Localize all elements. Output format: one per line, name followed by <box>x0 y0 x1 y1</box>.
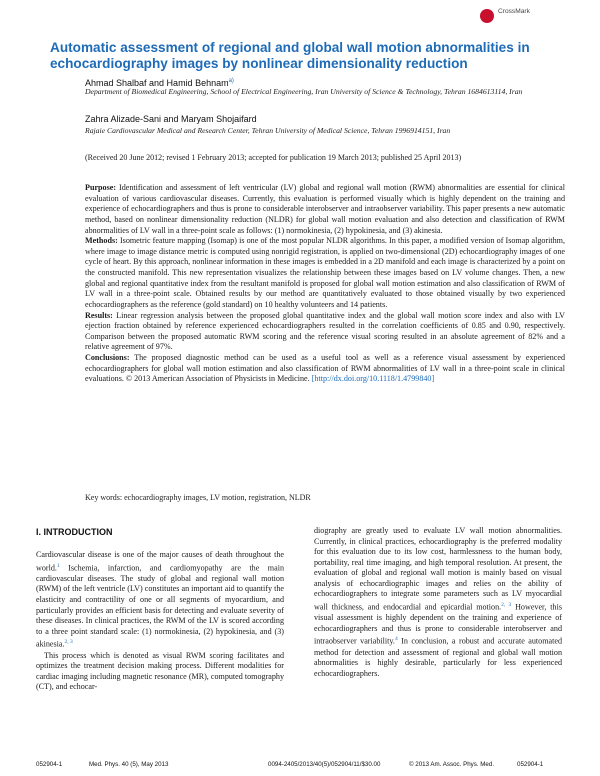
doi-link[interactable]: [http://dx.doi.org/10.1118/1.4799840] <box>311 374 435 384</box>
author-group-2 <box>85 114 565 125</box>
abstract-methods <box>85 236 565 310</box>
intro-paragraph-left <box>36 550 284 693</box>
crossmark-text: CrossMark <box>498 8 530 15</box>
results-label: Results: <box>85 310 113 320</box>
affiliation-2: Rajaie Cardiovascular Medical and Research Center, Tehran University of Medical Science, Tehran 1996914151, Iran <box>85 126 451 135</box>
intro-text-2a: diography are greatly used to evaluate LV wall motion abnormalities. Currently, in clinical practices, echocardiography is the preferred modality for this evaluation due to its low cost, harmlessness to the human body, portability, real time imaging, and high temporal resolution. At present, the evaluation of global and regional wall motion is mainly based on visual analysis of echocardiographic images and relies on the ability of echocardiographers to integrate some parameters such as LV myocardial wall thickness, and endocardial and epicardial motion. <box>314 526 562 612</box>
abstract-conclusions <box>85 353 565 385</box>
abstract <box>85 183 565 385</box>
intro-text-2c: In conclusion, a robust and accurate automated method for detection and assessment of regional and global wall motion abnormalities is highly desirable, particularly for less experienced echocardiographers. <box>314 637 562 678</box>
crossmark-logo[interactable] <box>480 8 590 26</box>
ref-1[interactable]: 1 <box>56 562 60 569</box>
received-dates: (Received 20 June 2012; revised 1 February 2013; accepted for publication 19 March 2013; published 25 April 2013) <box>85 153 462 162</box>
paper-title: Automatic assessment of regional and global wall motion abnormalities in echocardiography images by nonlinear dimensionality reduction <box>50 40 530 71</box>
conclusions-text: The proposed diagnostic method can be used as a useful tool as well as a reference visual assessment by experienced echocardiographers for global wall motion estimation and also classification of RWM abnormalities of LV wall in a three-point scale in clinical evaluations. <box>85 353 565 384</box>
keywords: Key words: echocardiography images, LV motion, registration, NLDR <box>85 493 311 502</box>
purpose-text: Identification and assessment of left ventricular (LV) global and regional wall motion (RWM) abnormalities are essential for clinical evaluation of various cardiovascular diseases. Currently, this evaluation is performed visually which is highly dependent on the training and experience of echocardiographers and thus is prone to considerable interobserver and intraobserver variability. This paper presents a new automatic method, based on nonlinear dimensionality reduction (NLDR) for global wall motion evaluation and also detection and classification of RWM abnormalities of LV wall in a three-point scale as follows: (1) normokinesia, (2) hypokinesia, and (3) akinesia. <box>85 183 565 235</box>
footer-page-right: 052904-1 <box>517 761 544 768</box>
results-text: Linear regression analysis between the proposed global quantitative index and the global wall motion score index and also with LV ejection fraction obtained by reference experienced echocardiographers resulted in the correlation coefficients of 0.85 and 0.90, respectively. Comparison between the proposed automatic RWM scoring and the reference visual scoring resulted in an absolute agreement of 82% and a relative agreement of 97%. <box>85 310 565 352</box>
copyright-line: © 2013 American Association of Physicists in Medicine. <box>125 374 310 384</box>
footer-journal: Med. Phys. 40 (5), May 2013 <box>89 761 169 768</box>
ref-4[interactable]: 4 <box>394 636 398 643</box>
purpose-label: Purpose: <box>85 183 117 192</box>
section-title: I. INTRODUCTION <box>36 527 113 537</box>
ref-2-3-b[interactable]: 2, 3 <box>501 602 512 609</box>
author-footnote-marker[interactable]: a) <box>228 78 234 84</box>
intro-text-2b: However, this visual assessment is highly dependent on the training and experience of echocardiographers and thus is prone to considerable interobserver and intraobserver variability. <box>314 602 562 647</box>
intro-text-1b: Ischemia, infarction, and cardiomyopathy are the main cardiovascular diseases. The study of global and regional wall motion (RWM) of the left ventricle (LV) constitutes an important aid to quantify the elasticity and contractility of one or all segments of myocardium, and particularly provides an efficient basis for detecting and evaluate severity of these diseases. In clinical practices, the RWM of the LV is scored according to a three point standard scale: (1) normokinesia, (2) hypokinesia, and (3) akinesia. <box>36 563 284 649</box>
abstract-purpose <box>85 183 565 236</box>
methods-text: Isometric feature mapping (Isomap) is one of the most popular NLDR algorithms. In this paper, a modified version of Isomap algorithm, where image to image distance metric is computed using nonrigid registration, is applied on two-dimensional (2D) echocardiography images of one cycle of heart. By this approach, nonlinear information in these images is embedded in a 2D manifold and each image is characterized by a point on the constructed manifold. This new representation visualizes the relationship between these images based on LV volume changes. Then, a new global and regional quantitative index from the resultant manifold is proposed for global wall motion estimation and also classification of RWM of LV wall in a three-point scale. Obtained results by our method are quantitatively evaluated to those obtained visually by two experienced echocardiographers as the reference (gold standard) on 10 healthy volunteers and 14 patients. <box>85 236 565 309</box>
intro-paragraph-right <box>314 526 562 679</box>
intro-text-1c: This process which is denoted as visual RWM scoring facilitates and optimizes the treatment decision making process. Different modalities for cardiac imaging including magnetic resonance (MR), computed tomography (CT), and echocar- <box>36 650 284 692</box>
author-names-2: Zahra Alizade-Sani and Maryam Shojaifard <box>85 114 257 124</box>
intro-text-1a: Cardiovascular disease is one of the major causes of death throughout the world. <box>36 550 284 573</box>
footer-page-left: 052904-1 <box>36 761 63 768</box>
page-footer <box>36 760 566 770</box>
abstract-results <box>85 311 565 354</box>
column-right <box>314 526 562 679</box>
affiliation-1: Department of Biomedical Engineering, School of Electrical Engineering, Iran University of Science & Technology, Tehran 1684613114, Iran <box>85 87 523 96</box>
ref-2-3[interactable]: 2, 3 <box>64 639 73 646</box>
column-left <box>36 526 284 693</box>
methods-label: Methods: <box>85 236 118 246</box>
conclusions-label: Conclusions: <box>85 353 130 362</box>
footer-copyright: © 2013 Am. Assoc. Phys. Med. <box>409 761 495 768</box>
crossmark-icon <box>480 9 494 23</box>
author-names-1: Ahmad Shalbaf and Hamid Behnam <box>85 78 229 88</box>
footer-issn: 0094-2405/2013/40(5)/052904/11/$30.00 <box>268 761 381 768</box>
